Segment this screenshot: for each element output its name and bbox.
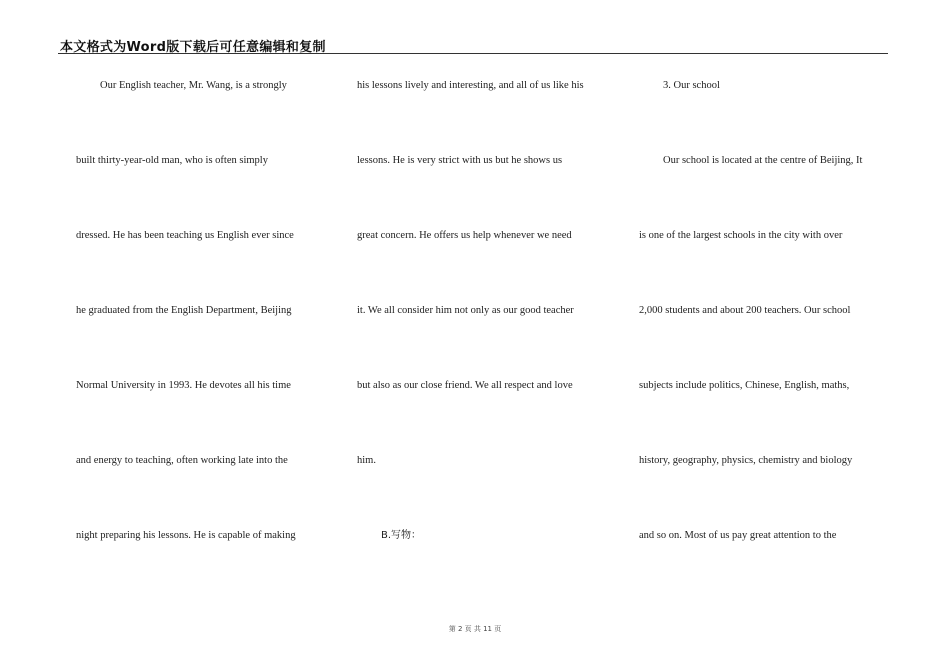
page-number: 第 2 页 共 11 页 [448,625,502,633]
paragraph-line: he graduated from the English Department, Beijing [76,305,292,316]
section-heading: B.写物： [381,530,422,541]
paragraph-line: Our school is located at the centre of Beijing, It [663,155,863,166]
text-column-1 [76,0,326,600]
paragraph-line: great concern. He offers us help whenever we need [357,230,572,241]
paragraph-line: and so on. Most of us pay great attention to the [639,530,837,541]
paragraph-line: Our English teacher, Mr. Wang, is a strongly [100,80,287,91]
paragraph-line: but also as our close friend. We all respect and love [357,380,573,391]
paragraph-line: it. We all consider him not only as our good teacher [357,305,574,316]
paragraph-line: 2,000 students and about 200 teachers. Our school [639,305,851,316]
paragraph-line: and energy to teaching, often working late into the [76,455,288,466]
paragraph-line: subjects include politics, Chinese, English, maths, [639,380,850,391]
paragraph-line: dressed. He has been teaching us English ever since [76,230,294,241]
text-column-3 [639,0,899,600]
paragraph-line: is one of the largest schools in the city with over [639,230,843,241]
text-column-2 [357,0,617,600]
section-heading: 3. Our school [663,80,720,91]
paragraph-line: history, geography, physics, chemistry and biology [639,455,853,466]
paragraph-line: night preparing his lessons. He is capable of making [76,530,296,541]
document-header-title: 本文格式为Word版下载后可任意编辑和复制 [60,40,326,55]
paragraph-line: him. [357,455,376,466]
paragraph-line: built thirty-year-old man, who is often simply [76,155,268,166]
paragraph-line: Normal University in 1993. He devotes all his time [76,380,291,391]
paragraph-line: his lessons lively and interesting, and all of us like his [357,80,584,91]
paragraph-line: lessons. He is very strict with us but he shows us [357,155,563,166]
